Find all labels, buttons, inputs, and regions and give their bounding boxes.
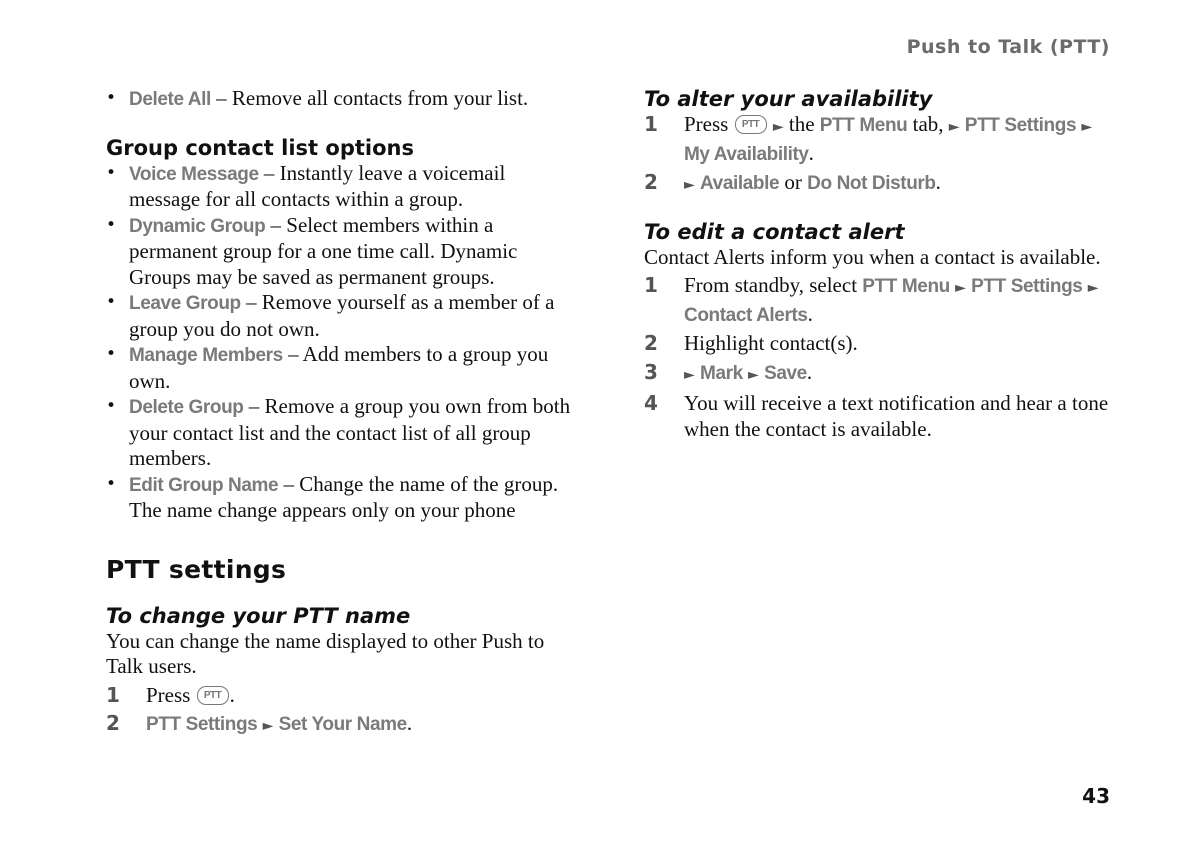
arrow-right-icon: ►	[748, 366, 759, 383]
step-item: 3 ► Mark ► Save.	[644, 359, 813, 384]
step-number: 1	[106, 682, 120, 707]
edit-contact-alert-steps	[644, 273, 1114, 442]
ptt-key-icon: PTT	[197, 686, 229, 705]
list-item: • Manage Members – Add members to a group you own.	[106, 342, 549, 393]
step-number: 4	[644, 391, 658, 415]
edit-contact-alert-heading: To edit a contact alert	[644, 219, 905, 244]
change-ptt-name-heading: To change your PTT name	[106, 603, 411, 628]
step-item: 2 PTT Settings ► Set Your Name.	[106, 711, 413, 735]
list-item: • Voice Message – Instantly leave a voicemail message for all contacts within a group.	[106, 160, 506, 211]
bullet-icon: •	[106, 214, 117, 235]
alter-availability-steps	[644, 112, 1114, 199]
arrow-right-icon: ►	[684, 366, 695, 383]
change-ptt-name-steps	[106, 683, 572, 740]
step-number: 2	[106, 711, 120, 735]
arrow-right-icon: ►	[262, 718, 274, 734]
step-item: 2 ► Available or Do Not Disturb.	[644, 170, 941, 194]
step-item: 4 You will receive a text notification and hear a tone when the contact is available.	[644, 391, 1109, 441]
bullet-icon: •	[106, 396, 117, 416]
arrow-right-icon: ►	[772, 119, 784, 135]
change-ptt-name-intro: You can change the name displayed to other Push to Talk users.	[106, 628, 545, 678]
list-item: • Delete Group – Remove a group you own from both your contact list and the contact list of all group members.	[106, 394, 571, 470]
step-number: 1	[644, 273, 658, 297]
ptt-key-icon: PTT	[735, 115, 767, 134]
page-number: 43	[1082, 784, 1110, 808]
edit-contact-alert-intro: Contact Alerts inform you when a contact is available.	[644, 244, 1101, 269]
step-number: 1	[644, 112, 658, 136]
arrow-right-icon: ►	[1087, 280, 1099, 296]
step-number: 3	[644, 359, 658, 384]
step-item: 1 Press PTT .	[106, 682, 235, 707]
step-item: 1 Press PTT ► the PTT Menu tab, ► PTT Settings ► My Availability.	[644, 112, 1093, 165]
running-header: Push to Talk (PTT)	[906, 36, 1110, 58]
arrow-right-icon: ►	[1081, 119, 1093, 135]
ptt-settings-heading: PTT settings	[106, 554, 287, 584]
arrow-right-icon: ►	[684, 177, 695, 193]
bullet-icon: •	[106, 473, 117, 494]
list-item: • Leave Group – Remove yourself as a member of a group you do not own.	[106, 290, 555, 341]
alter-availability-heading: To alter your availability	[644, 87, 933, 111]
bullet-icon: •	[106, 162, 117, 183]
right-column	[644, 86, 1114, 445]
arrow-right-icon: ►	[948, 119, 960, 135]
list-item: • Dynamic Group – Select members within a permanent group for a one time call. Dynamic Groups may be saved as permanent groups.	[106, 212, 518, 289]
group-options-heading: Group contact list options	[106, 135, 414, 160]
list-item: • Edit Group Name – Change the name of the group. The name change appears only on your phone	[106, 471, 559, 522]
bullet-icon: •	[106, 344, 117, 364]
bullet-icon: •	[106, 292, 117, 312]
left-column	[106, 86, 572, 743]
step-number: 2	[644, 331, 658, 355]
delete-all-bullet-list	[106, 86, 572, 113]
step-item: 1 From standby, select PTT Menu ► PTT Settings ► Contact Alerts.	[644, 273, 1099, 326]
list-item: • Delete All – Remove all contacts from your list.	[106, 86, 529, 110]
step-number: 2	[644, 170, 658, 194]
bullet-icon: •	[106, 88, 117, 108]
step-item: 2 Highlight contact(s).	[644, 331, 858, 355]
arrow-right-icon: ►	[955, 280, 966, 296]
group-options-list	[106, 161, 572, 524]
